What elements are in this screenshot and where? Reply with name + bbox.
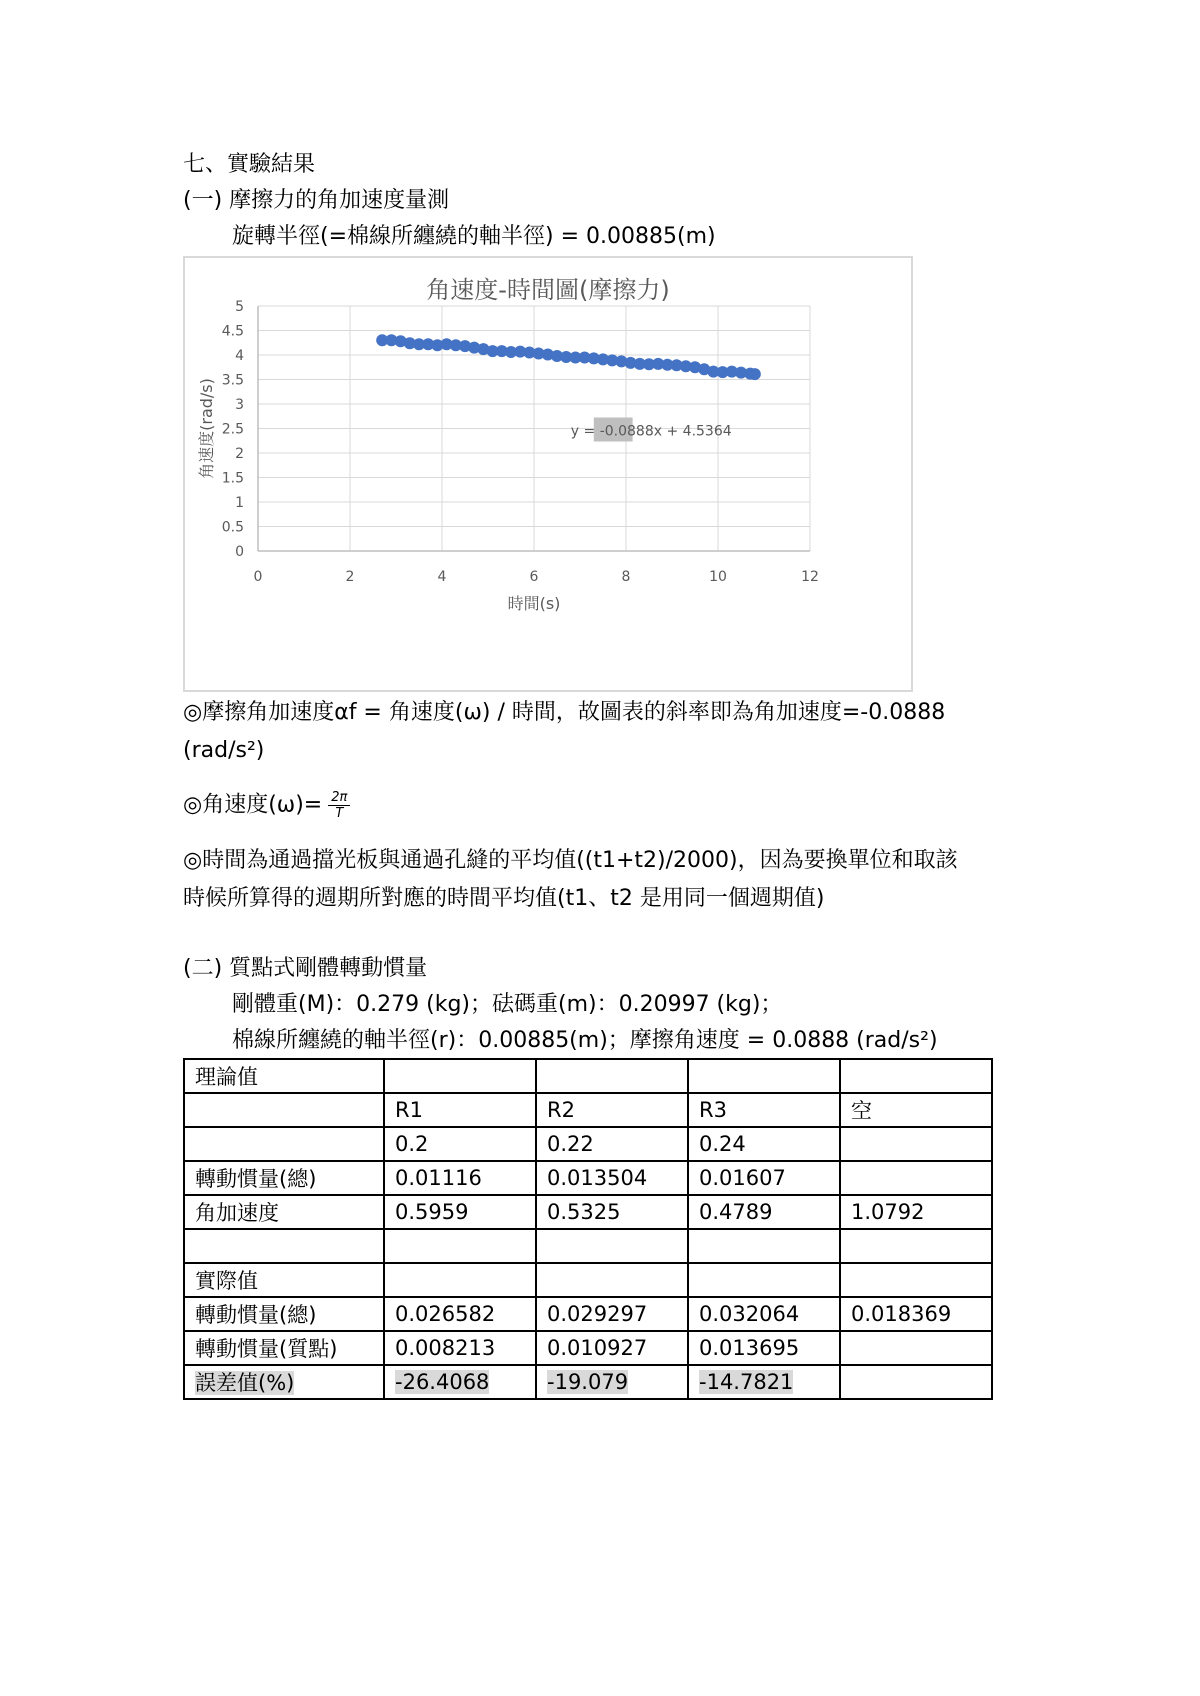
table-cell: 角加速度 [184,1195,384,1229]
table-row [184,1059,992,1093]
table-cell [184,1229,384,1263]
fraction-numerator: 2π [328,790,350,806]
table-cell: 0.22 [536,1127,688,1161]
table-cell [536,1059,688,1093]
y-tick-label: 2 [235,446,244,462]
table-cell [688,1263,840,1297]
table-cell: 轉動慣量(質點) [184,1331,384,1365]
x-tick-label: 2 [345,569,355,585]
radius-line: 旋轉半徑(=棉線所纏繞的軸半徑) = 0.00885(m) [232,224,716,249]
y-tick-label: 0.5 [221,519,244,536]
table-cell: 0.013504 [536,1161,688,1195]
table-cell: R3 [688,1093,840,1127]
table-cell [688,1365,840,1399]
table-cell: 理論值 [184,1059,384,1093]
note-slope-unit: (rad/s²) [183,738,265,763]
table-cell [184,1093,384,1127]
y-tick-label: 1.5 [221,470,244,487]
chart-container [183,256,913,692]
table-cell: 0.032064 [688,1297,840,1331]
table-cell: 空 [840,1093,992,1127]
note-time-2: 時候所算得的週期所對應的時間平均值(t1、t2 是用同一個週期值) [183,886,825,911]
highlighted-value: 誤差值(%) [195,1371,295,1395]
table-cell: 0.010927 [536,1331,688,1365]
table-row [184,1195,992,1229]
table-cell: 0.013695 [688,1331,840,1365]
table-cell: 轉動慣量(總) [184,1297,384,1331]
table-cell: R1 [384,1093,536,1127]
section-title: 七、實驗結果 [183,152,316,177]
highlighted-value: -14.7821 [699,1370,794,1394]
y-tick-label: 3 [235,397,244,413]
table-cell: 0.4789 [688,1195,840,1229]
note-omega-prefix: ◎角速度(ω)= [183,792,323,818]
y-tick-label: 2.5 [221,421,244,438]
table-cell [384,1263,536,1297]
table-cell: 0.5959 [384,1195,536,1229]
omega-fraction [328,790,350,821]
data-point [749,368,761,380]
table-row [184,1331,992,1365]
table-cell [840,1229,992,1263]
table-cell [384,1229,536,1263]
axis-radius-line: 棉線所纏繞的軸半徑(r)：0.00885(m)；摩擦角速度 = 0.0888 (rad/s²) [232,1028,938,1053]
y-tick-label: 4 [235,348,244,364]
table-cell: 0.5325 [536,1195,688,1229]
x-tick-label: 10 [709,569,727,585]
x-tick-label: 8 [621,569,631,585]
table-cell: 1.0792 [840,1195,992,1229]
table-cell [384,1059,536,1093]
table-row [184,1263,992,1297]
table-cell [688,1229,840,1263]
table-cell [840,1127,992,1161]
y-tick-label: 3.5 [221,372,244,389]
x-tick-label: 6 [529,569,539,585]
table-row [184,1161,992,1195]
table-cell: 0.01607 [688,1161,840,1195]
mass-line: 剛體重(M)：0.279 (kg)；砝碼重(m)：0.20997 (kg)； [232,992,783,1017]
chart-plot [185,258,911,690]
highlighted-value: -26.4068 [395,1370,490,1394]
table-row [184,1297,992,1331]
note-omega [183,790,350,821]
table-cell [688,1059,840,1093]
table-cell [536,1229,688,1263]
table-cell: 0.029297 [536,1297,688,1331]
x-tick-label: 4 [437,569,447,585]
y-tick-label: 4.5 [221,323,244,340]
part1-heading: (一) 摩擦力的角加速度量測 [183,188,450,213]
table-cell [840,1331,992,1365]
table-cell: 轉動慣量(總) [184,1161,384,1195]
table-cell [184,1365,384,1399]
table-cell [184,1127,384,1161]
fraction-denominator: T [335,806,344,821]
table-cell [840,1059,992,1093]
table-row [184,1127,992,1161]
table-cell [536,1365,688,1399]
y-axis-label: 角速度(rad/s) [197,378,216,479]
chart-title: 角速度-時間圖(摩擦力) [426,276,670,304]
results-table [183,1058,993,1400]
table-cell: 0.018369 [840,1297,992,1331]
note-time-1: ◎時間為通過擋光板與通過孔縫的平均值((t1+t2)/2000)，因為要換單位和取該 [183,848,958,873]
x-tick-label: 12 [801,569,819,585]
table-row [184,1229,992,1263]
table-cell: 0.008213 [384,1331,536,1365]
y-tick-label: 1 [235,495,244,511]
table-cell: R2 [536,1093,688,1127]
y-tick-label: 0 [235,544,244,560]
table-cell: 0.24 [688,1127,840,1161]
x-axis-label: 時間(s) [507,594,561,613]
table-cell: 實際值 [184,1263,384,1297]
table-cell [384,1365,536,1399]
table-cell: 0.2 [384,1127,536,1161]
table-cell [840,1365,992,1399]
part2-heading: (二) 質點式剛體轉動慣量 [183,956,428,981]
table-row [184,1365,992,1399]
highlighted-value: -19.079 [547,1370,629,1394]
note-slope: ◎摩擦角加速度αf = 角速度(ω) / 時間，故圖表的斜率即為角加速度=-0.0888 [183,700,946,725]
trendline-label: y = -0.0888x + 4.5364 [570,423,732,440]
table-cell [840,1161,992,1195]
table-row [184,1093,992,1127]
y-tick-label: 5 [235,299,244,315]
x-tick-label: 0 [253,569,263,585]
table-cell: 0.026582 [384,1297,536,1331]
table-cell [536,1263,688,1297]
table-cell: 0.01116 [384,1161,536,1195]
table-cell [840,1263,992,1297]
